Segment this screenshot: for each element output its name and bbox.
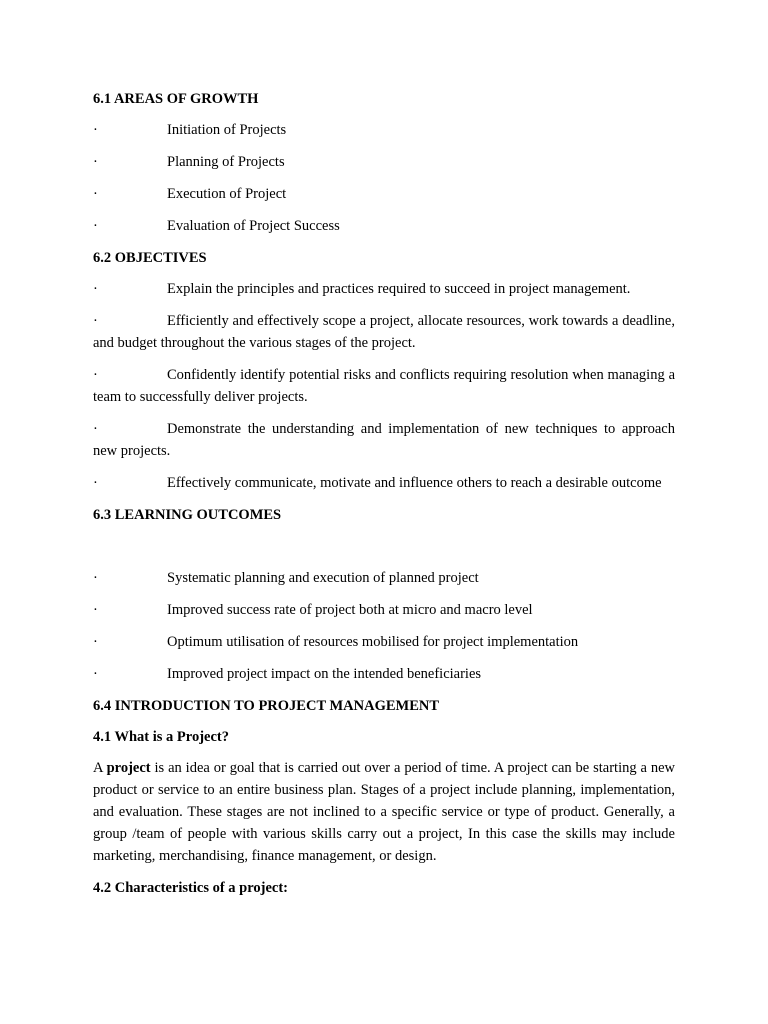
section-heading-introduction: 6.4 INTRODUCTION TO PROJECT MANAGEMENT <box>93 698 440 714</box>
bullet-icon: · <box>93 186 98 202</box>
bullet-icon: · <box>93 570 98 586</box>
subsection-heading-what-is-a-project: 4.1 What is a Project? <box>93 729 229 745</box>
list-item <box>93 215 675 237</box>
list-item-text: Improved project impact on the intended beneficiaries <box>167 666 482 682</box>
list-item <box>93 119 675 141</box>
subsection-heading-characteristics: 4.2 Characteristics of a project: <box>93 880 289 896</box>
list-item <box>93 418 675 462</box>
bullet-icon: · <box>93 666 98 682</box>
list-item-text: Confidently identify potential risks and conflicts requiring resolution when managing a team to successfully deliver projects. <box>93 367 675 405</box>
list-item-text: Planning of Projects <box>167 154 285 170</box>
bullet-icon: · <box>93 475 98 491</box>
bullet-icon: · <box>93 218 98 234</box>
bullet-icon: · <box>93 122 98 138</box>
list-item-text: Efficiently and effectively scope a project, allocate resources, work towards a deadline, and budget throughout the various stages of the project. <box>93 313 675 351</box>
list-item <box>93 151 675 173</box>
list-item <box>93 278 675 300</box>
list-item-text: Initiation of Projects <box>167 122 287 138</box>
section-heading-areas-of-growth: 6.1 AREAS OF GROWTH <box>93 91 259 107</box>
bullet-icon: · <box>93 313 98 329</box>
project-definition-paragraph <box>93 757 675 867</box>
list-item <box>93 663 675 685</box>
list-item-text: Systematic planning and execution of planned project <box>167 570 479 586</box>
bullet-icon: · <box>93 634 98 650</box>
bullet-icon: · <box>93 154 98 170</box>
section-spacer <box>93 535 675 567</box>
list-item <box>93 364 675 408</box>
list-item-text: Explain the principles and practices required to succeed in project management. <box>167 281 631 297</box>
list-item <box>93 599 675 621</box>
list-item <box>93 567 675 589</box>
bullet-icon: · <box>93 421 98 437</box>
bullet-icon: · <box>93 367 98 383</box>
list-item-text: Demonstrate the understanding and implementation of new techniques to approach new projects. <box>93 421 675 459</box>
bullet-icon: · <box>93 281 98 297</box>
list-item-text: Effectively communicate, motivate and influence others to reach a desirable outcome <box>167 475 662 491</box>
list-item <box>93 183 675 205</box>
list-item-text: Evaluation of Project Success <box>167 218 340 234</box>
list-item-text: Improved success rate of project both at micro and macro level <box>167 602 533 618</box>
list-item <box>93 310 675 354</box>
list-item <box>93 472 675 494</box>
paragraph-body-text: is an idea or goal that is carried out over a period of time. A project can be starting a new product or service to an entire business plan. Stages of a project include planning, implementation, and evaluation. These stages are not inclined to a specific service or type of product. Generally, a group /team of people with various skills carry out a project, In this case the skills may include marketing, merchandising, finance management, or design. <box>93 760 675 864</box>
bullet-icon: · <box>93 602 98 618</box>
section-heading-learning-outcomes: 6.3 LEARNING OUTCOMES <box>93 507 282 523</box>
bold-term-project: project <box>106 760 151 776</box>
list-item-text: Execution of Project <box>167 186 287 202</box>
section-heading-objectives: 6.2 OBJECTIVES <box>93 250 207 266</box>
list-item <box>93 631 675 653</box>
list-item-text: Optimum utilisation of resources mobilised for project implementation <box>167 634 579 650</box>
paragraph-lead-text: A <box>93 760 107 776</box>
